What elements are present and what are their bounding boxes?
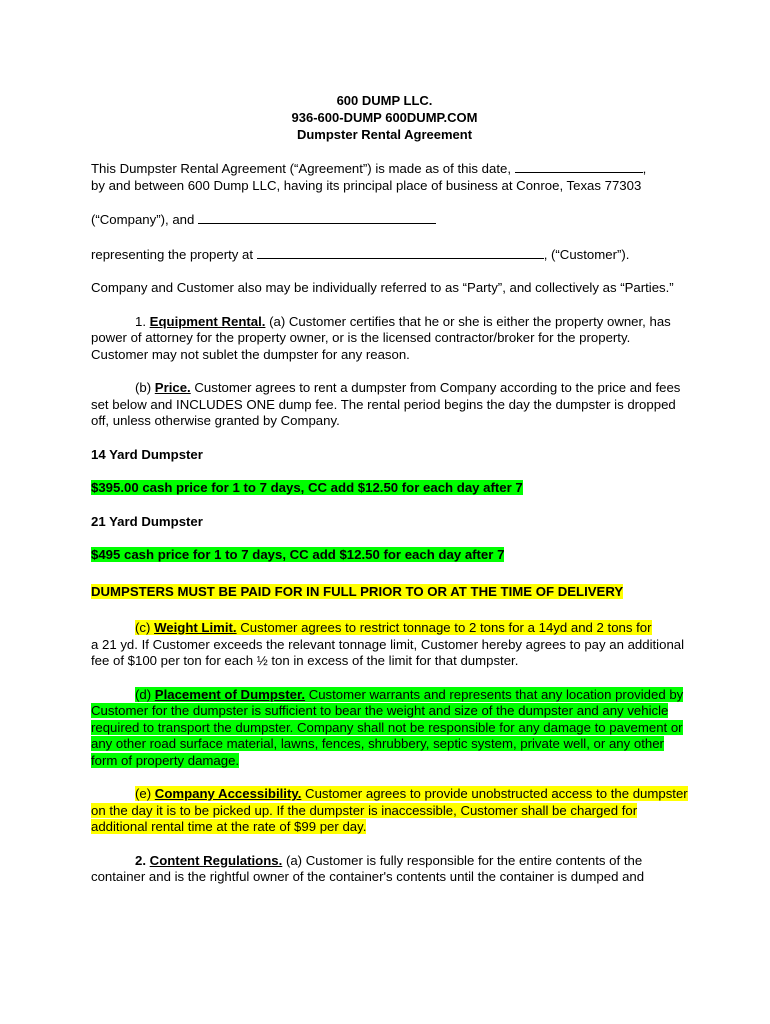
payment-notice: DUMPSTERS MUST BE PAID FOR IN FULL PRIOR TO OR AT THE TIME OF DELIVERY bbox=[91, 583, 624, 599]
clause-c-text-rest: a 21 yd. If Customer exceeds the relevant tonnage limit, Customer hereby agrees to pay an additional fee of $100 per ton for each ½ ton in excess of the limit for that dumpster. bbox=[91, 636, 685, 668]
clause-e-highlight bbox=[91, 786, 688, 834]
intro-line-1: This Dumpster Rental Agreement (“Agreement”) is made as of this date, bbox=[91, 161, 511, 176]
size-21-price: $495 cash price for 1 to 7 days, CC add $12.50 for each day after 7 bbox=[91, 547, 505, 562]
section-1-paragraph bbox=[91, 314, 690, 364]
property-address-blank-field[interactable] bbox=[257, 246, 544, 259]
clause-e-label: (e) bbox=[135, 786, 152, 801]
clause-d-highlight bbox=[91, 687, 683, 768]
spacer bbox=[91, 600, 690, 618]
clause-d-paragraph bbox=[91, 687, 690, 770]
company-contact: 936-600-DUMP 600DUMP.COM bbox=[291, 110, 478, 125]
property-line bbox=[91, 246, 690, 264]
customer-name-blank-field[interactable] bbox=[198, 211, 436, 224]
size-21-price-line bbox=[91, 547, 690, 564]
size-14-price-line bbox=[91, 480, 690, 497]
section-2-heading: Content Regulations. bbox=[149, 852, 283, 868]
document-header bbox=[79, 92, 690, 143]
document-title: Dumpster Rental Agreement bbox=[296, 127, 473, 142]
clause-e-heading: Company Accessibility. bbox=[154, 786, 302, 801]
size-21-label: 21 Yard Dumpster bbox=[91, 513, 203, 529]
section-2-paragraph bbox=[91, 853, 690, 886]
intro-paragraph bbox=[91, 160, 690, 194]
clause-b-paragraph bbox=[91, 380, 690, 430]
size-14-label: 14 Yard Dumpster bbox=[91, 446, 203, 462]
clause-d-label: (d) bbox=[135, 686, 152, 702]
section-2-number: 2. bbox=[135, 852, 146, 868]
clause-c-heading: Weight Limit. bbox=[154, 620, 237, 635]
company-line bbox=[91, 211, 690, 229]
section-1-heading: Equipment Rental. bbox=[149, 313, 266, 329]
intro-line-1-end: , bbox=[642, 161, 647, 176]
section-2-text: (a) Customer is fully responsible for the entire contents of the container and is the rightful owner of the container's contents until the container is dumped and bbox=[91, 852, 645, 884]
section-1-a-text: (a) Customer certifies that he or she is either the property owner, has power of attorney for the property owner, or is the licensed contractor/broker for the property. Customer may not sublet the dumpster for any reason. bbox=[91, 313, 671, 362]
clause-c-highlight bbox=[135, 620, 652, 635]
clause-c-label: (c) bbox=[135, 620, 151, 635]
property-line-suffix: , (“Customer”). bbox=[543, 246, 630, 262]
parties-paragraph: Company and Customer also may be individually referred to as “Party”, and collectively as “Parties.” bbox=[91, 280, 674, 295]
clause-b-label: (b) bbox=[135, 380, 152, 395]
clause-b-heading: Price. bbox=[154, 380, 191, 395]
size-14-price: $395.00 cash price for 1 to 7 days, CC add $12.50 for each day after 7 bbox=[91, 480, 523, 495]
clause-b-text: Customer agrees to rent a dumpster from Company according to the price and fees set below and INCLUDES ONE dump fee. The rental period begins the day the dumpster is dropped off, unless otherwise granted by Company. bbox=[91, 380, 681, 428]
company-line-text: (“Company”), and bbox=[91, 212, 195, 227]
clause-c-paragraph bbox=[91, 620, 690, 670]
intro-line-2: by and between 600 Dump LLC, having its principal place of business at Conroe, Texas 77303 bbox=[91, 177, 642, 193]
date-blank-field[interactable] bbox=[515, 160, 643, 173]
clause-e-text: Customer agrees to provide unobstructed access to the dumpster on the day it is to be picked up. If the dumpster is inaccessible, Customer shall be charged for additional rental time at the rate of $99 per day. bbox=[91, 786, 688, 834]
section-1-number: 1. bbox=[135, 313, 146, 329]
property-line-prefix: representing the property at bbox=[91, 246, 254, 262]
clause-e-paragraph bbox=[91, 786, 690, 836]
spacer bbox=[91, 564, 690, 582]
clause-c-text-highlighted: Customer agrees to restrict tonnage to 2 tons for a 14yd and 2 tons for bbox=[236, 620, 652, 635]
clause-d-text: Customer warrants and represents that any location provided by Customer for the dumpster is sufficient to bear the weight and size of the dumpster and any vehicle required to transport the dumpster. Company shall not be responsible for any damage to pavement or any other road surface material, lawns, fences, shrubbery, septic system, private well, or any other form of property damage. bbox=[91, 686, 684, 768]
payment-notice-line bbox=[91, 584, 690, 601]
clause-d-heading: Placement of Dumpster. bbox=[154, 686, 306, 702]
company-name: 600 DUMP LLC. bbox=[336, 93, 433, 108]
